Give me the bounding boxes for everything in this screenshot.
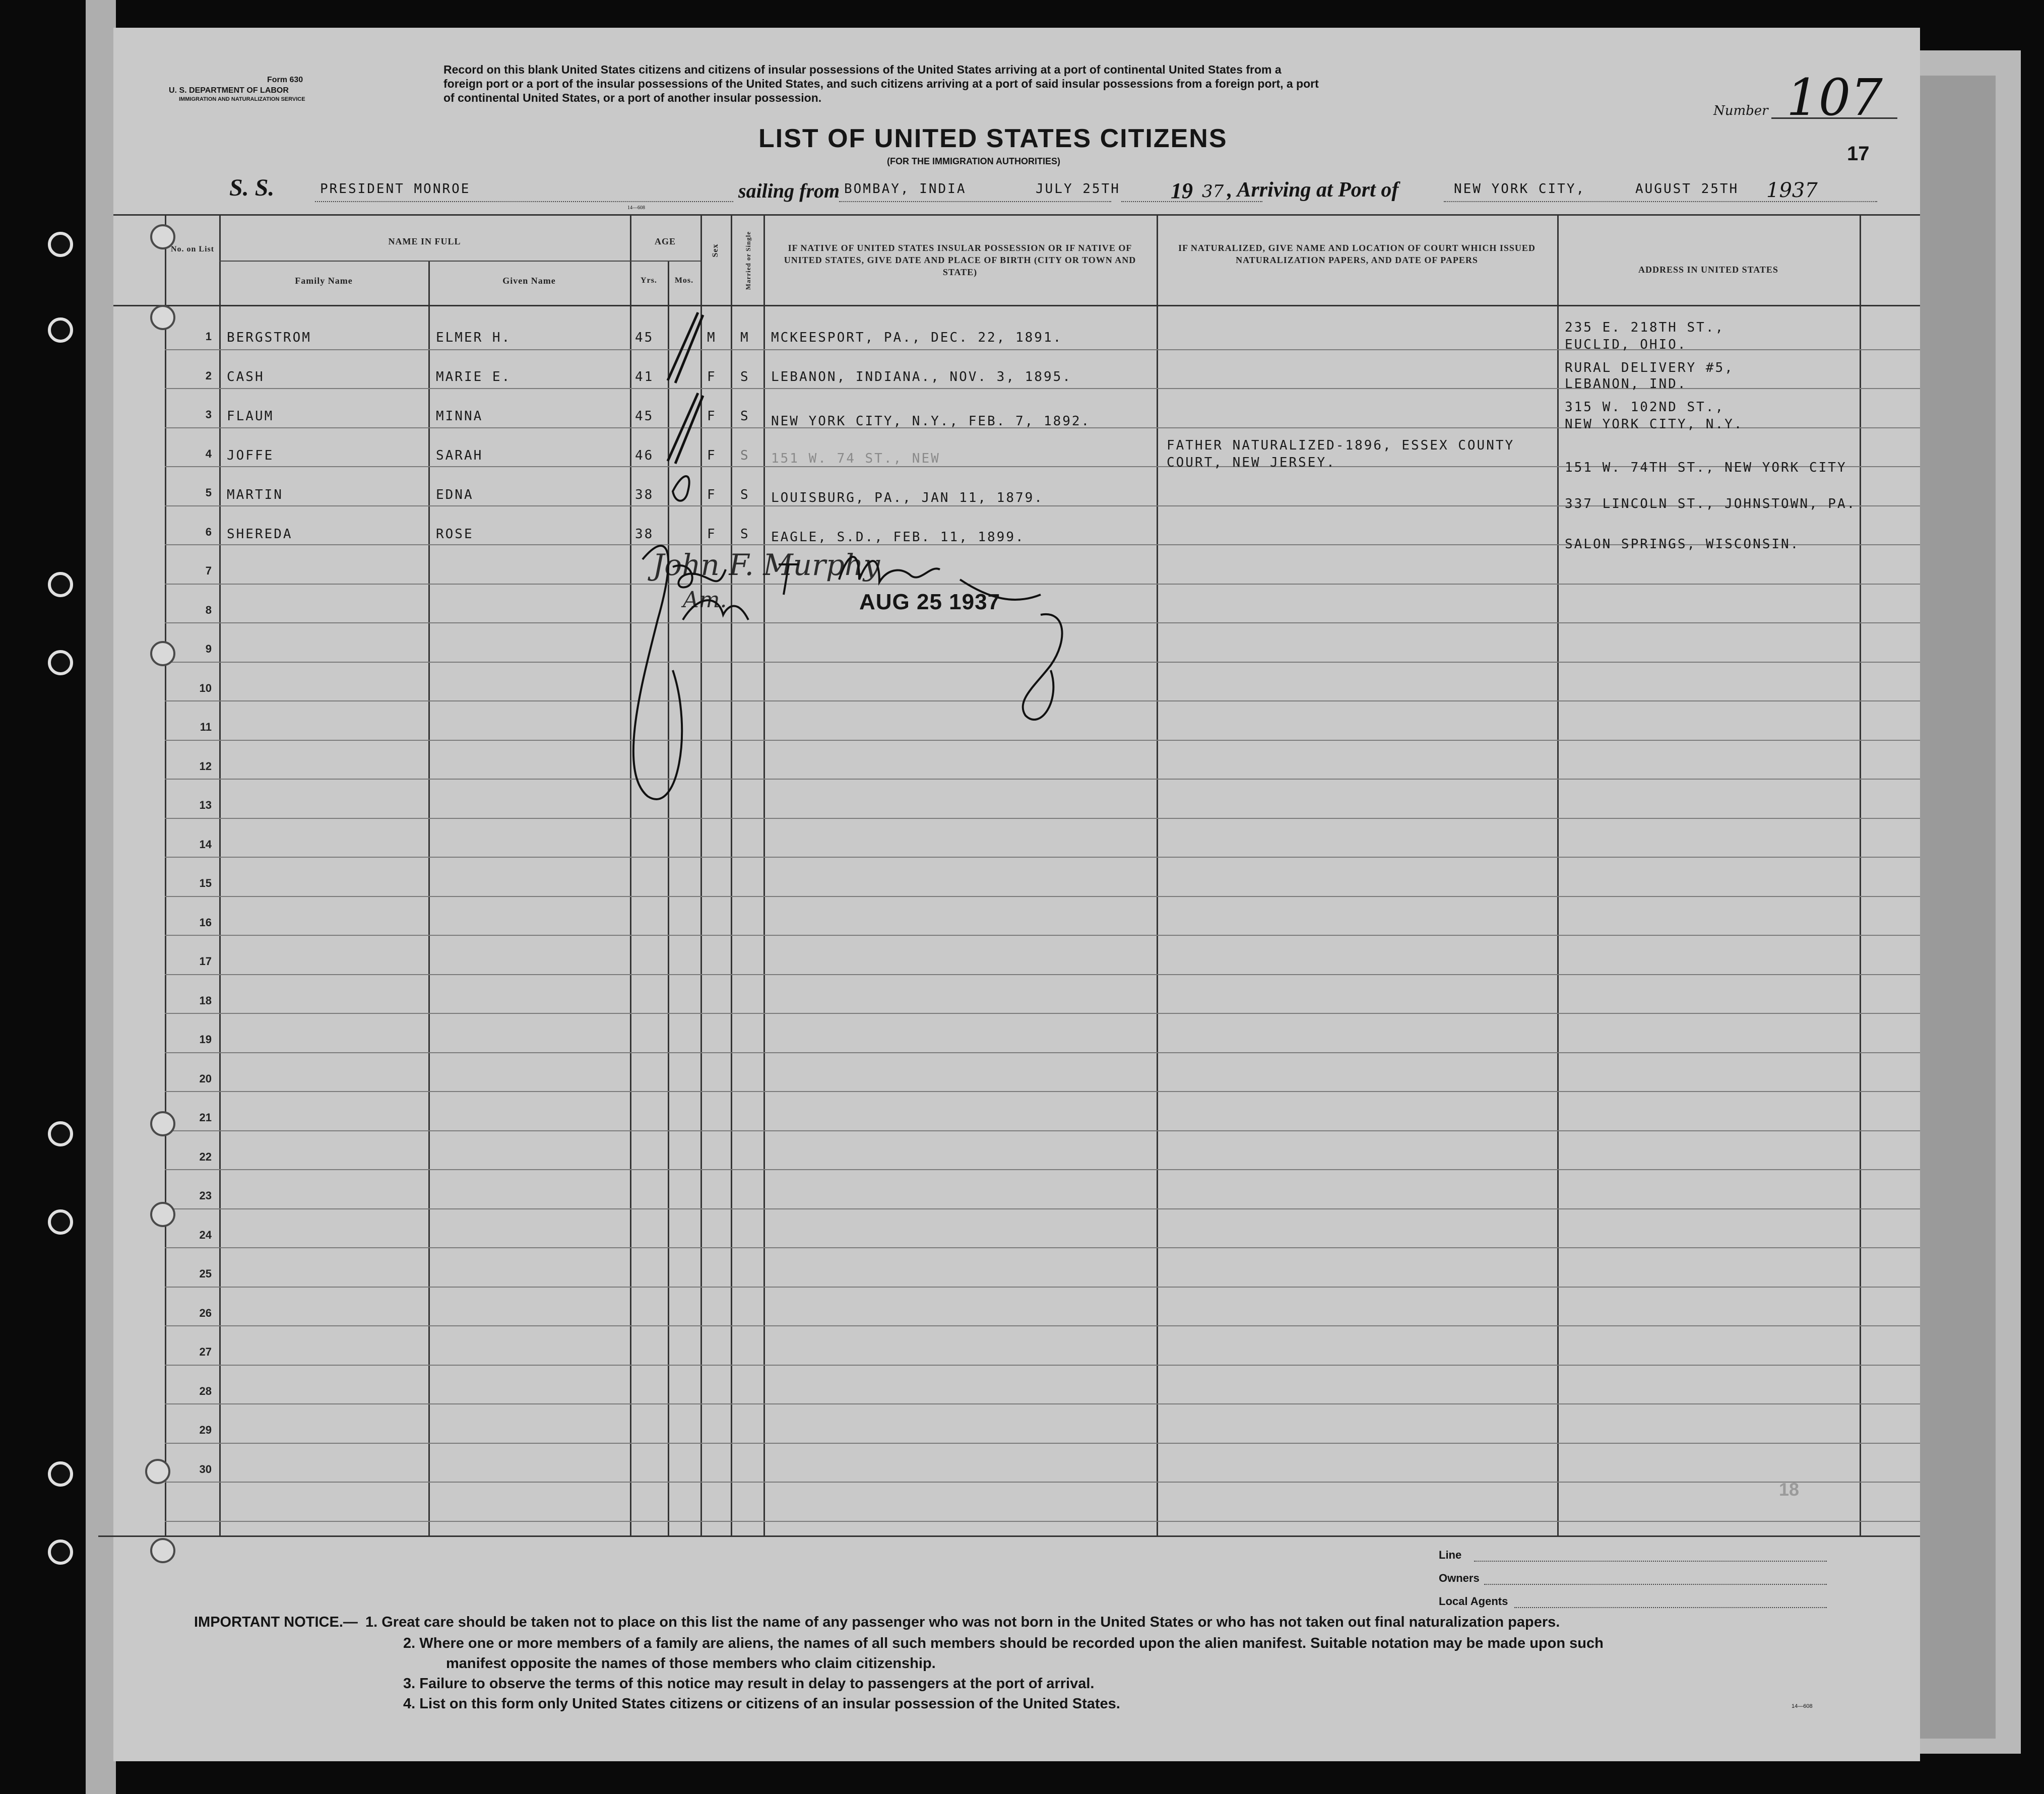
row-rule [165, 1521, 1920, 1522]
age-years: 38 [635, 527, 654, 542]
signature-title: Am. [683, 587, 727, 613]
form-title: LIST OF UNITED STATES CITIZENS [758, 124, 1228, 153]
row-rule [165, 1247, 1920, 1248]
row-number: 26 [199, 1306, 212, 1319]
row-rule [165, 974, 1920, 975]
row-rule [165, 1403, 1920, 1404]
row-number: 9 [205, 643, 212, 655]
address-line-1: 151 W. 74TH ST., NEW YORK CITY [1565, 460, 1847, 475]
service: IMMIGRATION AND NATURALIZATION SERVICE [179, 96, 305, 102]
arriving-label: , Arriving at Port of [1227, 178, 1399, 202]
birth-place-date: EAGLE, S.D., FEB. 11, 1899. [771, 530, 1025, 545]
corner-page-number: 18 [1779, 1479, 1800, 1500]
footer-code: 14—608 [1792, 1703, 1813, 1709]
row-number: 10 [199, 681, 212, 694]
birth-place-date: LOUISBURG, PA., JAN 11, 1879. [771, 490, 1044, 505]
print-code: 14—608 [627, 205, 645, 211]
row-rule [165, 1482, 1920, 1483]
address-line-1: RURAL DELIVERY #5, [1565, 360, 1734, 375]
sex: F [707, 448, 717, 463]
birth-place-date: LEBANON, INDIANA., NOV. 3, 1895. [771, 369, 1072, 385]
departure-port: BOMBAY, INDIA [844, 181, 967, 197]
binder-hole [145, 1459, 170, 1484]
row-number: 15 [199, 877, 212, 889]
given-name: EDNA [436, 487, 474, 502]
family-name: BERGSTROM [227, 330, 311, 345]
binder-hole-shadow [48, 1461, 73, 1487]
col-rule-married [763, 214, 765, 1535]
given-name: MINNA [436, 409, 483, 424]
row-number: 6 [205, 525, 212, 538]
family-name: FLAUM [227, 409, 274, 424]
birth-place-date: NEW YORK CITY, N.Y., FEB. 7, 1892. [771, 414, 1091, 429]
naturalization-line-1: FATHER NATURALIZED-1896, ESSEX COUNTY [1167, 438, 1515, 453]
row-number: 3 [205, 408, 212, 421]
binder-hole-shadow [48, 572, 73, 597]
row-number: 24 [199, 1228, 212, 1241]
notice-item-2b: manifest opposite the names of those members who claim citizenship. [446, 1655, 936, 1672]
row-number: 1 [205, 330, 212, 343]
ditto-marks [663, 310, 713, 522]
row-rule [165, 1130, 1920, 1131]
notice-item-4: 4. List on this form only United States citizens or citizens of an insular possession of the United States. [403, 1696, 1120, 1712]
sex: F [707, 369, 717, 385]
address-line-1: 315 W. 102ND ST., [1565, 400, 1725, 415]
address-line-1: 235 E. 218TH ST., [1565, 320, 1725, 335]
instructions-line-1: Record on this blank United States citizens and citizens of insular possessions of the United States arriving at a port of continental United States from a [443, 63, 1282, 76]
row-number: 12 [199, 759, 212, 773]
departure-date: JULY 25TH [1036, 181, 1120, 197]
header-mos: Mos. [674, 276, 694, 285]
row-number: 11 [200, 721, 212, 733]
age-years: 41 [635, 369, 654, 385]
birth-place-date: MCKEESPORT, PA., DEC. 22, 1891. [771, 330, 1063, 345]
arrival-date-stamp: AUG 25 1937 [859, 590, 1001, 614]
given-name: ROSE [436, 527, 474, 542]
row-number: 14 [199, 838, 212, 851]
col-rule-address [1860, 214, 1861, 1535]
marital-status: S [740, 527, 750, 542]
form-subtitle: (FOR THE IMMIGRATION AUTHORITIES) [887, 156, 1060, 166]
header-yrs: Yrs. [641, 276, 657, 285]
table-bottom-rule [98, 1535, 1920, 1537]
row-number: 23 [199, 1189, 212, 1202]
binder-hole [150, 224, 175, 249]
number-label: Number [1713, 103, 1768, 118]
sex: F [707, 527, 717, 542]
age-years: 45 [635, 409, 654, 424]
given-name: ELMER H. [436, 330, 512, 345]
given-name: SARAH [436, 448, 483, 463]
address-line-2: LEBANON, IND. [1565, 376, 1687, 392]
binder-hole-shadow [48, 1540, 73, 1565]
sailing-from-label: sailing from [738, 179, 840, 202]
col-rule-no [219, 214, 221, 1535]
row-number: 25 [199, 1267, 212, 1280]
row-rule [165, 896, 1920, 897]
departure-port-underline [839, 201, 1111, 202]
notice-item-1: 1. Great care should be taken not to place on this list the name of any passenger who was not born in the United States or who has not taken out final naturalization papers. [365, 1614, 1560, 1630]
binder-hole-shadow [48, 650, 73, 675]
marital-status: S [740, 369, 750, 385]
binder-strip [86, 0, 116, 1794]
row-number: 30 [199, 1462, 212, 1476]
binder-hole [150, 305, 175, 330]
row-number: 22 [199, 1150, 212, 1163]
instructions-line-2: foreign port or a port of the insular possessions of the United States, and such citizens arriving at a port of said insular possessions from a foreign port, a port [443, 77, 1319, 90]
sex: F [707, 409, 717, 424]
row-number: 4 [205, 447, 212, 460]
ship-name: PRESIDENT MONROE [320, 181, 471, 197]
row-number: 13 [199, 799, 212, 811]
family-name: JOFFE [227, 448, 274, 463]
row-number: 27 [199, 1346, 212, 1358]
binder-hole-shadow [48, 232, 73, 257]
department: U. S. DEPARTMENT OF LABOR [169, 86, 289, 95]
col-rule-no-left [165, 214, 166, 1535]
binder-hole-shadow [48, 1209, 73, 1235]
table-top-rule [113, 214, 1920, 216]
header-married: Married or Single [744, 231, 752, 290]
header-age: AGE [654, 236, 676, 246]
page-number: 17 [1847, 143, 1870, 165]
owners-underline [1484, 1584, 1827, 1585]
age-subheader-rule [630, 261, 700, 262]
binder-hole [150, 1202, 175, 1227]
marital-status: S [740, 487, 750, 502]
form-number: Form 630 [267, 76, 303, 84]
marital-status: S [740, 409, 750, 424]
age-years: 45 [635, 330, 654, 345]
year-prefix: 19 [1171, 178, 1193, 203]
row-number: 21 [199, 1111, 212, 1124]
row-number: 29 [199, 1424, 212, 1436]
line-label: Line [1439, 1549, 1462, 1561]
notice-label: IMPORTANT NOTICE.— [194, 1614, 358, 1630]
row-rule [165, 1287, 1920, 1288]
list-number: 107 [1786, 68, 1883, 127]
manifest-page [113, 28, 1920, 1761]
binder-hole-shadow [48, 317, 73, 343]
arrival-year: 1937 [1766, 179, 1818, 202]
given-name: MARIE E. [436, 369, 512, 385]
col-rule-given [630, 214, 631, 1535]
row-number: 17 [199, 955, 212, 968]
row-rule [165, 1365, 1920, 1366]
row-rule [165, 818, 1920, 819]
row-number: 16 [199, 916, 212, 929]
family-name: SHEREDA [227, 527, 293, 542]
address-line-2: NEW YORK CITY, N.Y. [1565, 417, 1744, 432]
name-subheader-rule [219, 261, 630, 262]
family-name: CASH [227, 369, 265, 385]
row-rule [165, 1052, 1920, 1053]
binder-hole [150, 1111, 175, 1136]
birth-place-date: 151 W. 74 ST., NEW [771, 451, 940, 466]
address-line-2: EUCLID, OHIO. [1565, 337, 1687, 352]
header-name-in-full: NAME IN FULL [388, 236, 461, 246]
binder-hole [150, 641, 175, 666]
header-given-name: Given Name [502, 276, 556, 286]
signature-name: John F. Murphy [653, 548, 880, 582]
departure-year: 37 [1202, 181, 1224, 202]
marital-status: M [740, 330, 750, 345]
row-rule [165, 935, 1920, 936]
line-underline [1474, 1561, 1827, 1562]
row-rule [165, 1169, 1920, 1170]
row-number: 19 [199, 1033, 212, 1046]
col-rule-family [428, 261, 430, 1535]
row-rule [165, 1443, 1920, 1444]
notice-item-2a: 2. Where one or more members of a family are aliens, the names of all such members should be recorded upon the alien manifest. Suitable notation may be made upon such [403, 1635, 1604, 1651]
next-sheet-edge-shadow [1915, 76, 1996, 1739]
header-birth: IF NATIVE OF UNITED STATES INSULAR POSSESSION OR IF NATIVE OF UNITED STATES, GIVE DATE AND PLACE OF BIRTH (CITY OR TOWN AND STATE) [784, 243, 1136, 277]
local-agents-underline [1514, 1607, 1827, 1608]
family-name: MARTIN [227, 487, 283, 502]
binder-hole-shadow [48, 1121, 73, 1146]
row-number: 2 [205, 369, 212, 382]
col-rule-naturalized [1557, 214, 1559, 1535]
instructions-line-3: of continental United States, or a port of another insular possession. [443, 91, 822, 104]
row-number: 28 [199, 1384, 212, 1397]
ship-underline [315, 201, 733, 202]
ss-label: S. S. [229, 174, 275, 201]
row-rule [165, 1091, 1920, 1092]
row-number: 5 [205, 486, 212, 499]
local-agents-label: Local Agents [1439, 1595, 1508, 1608]
binder-hole [150, 1538, 175, 1563]
marital-status: S [740, 448, 750, 463]
row-rule [165, 1325, 1920, 1326]
header-sex: Sex [711, 243, 720, 258]
header-family-name: Family Name [295, 276, 353, 286]
row-rule [165, 1208, 1920, 1209]
notice-item-3: 3. Failure to observe the terms of this notice may result in delay to passengers at the port of arrival. [403, 1676, 1095, 1692]
owners-label: Owners [1439, 1572, 1480, 1584]
arrival-port: NEW YORK CITY, [1454, 181, 1586, 197]
sex: M [707, 330, 717, 345]
col-rule-birth [1157, 214, 1158, 1535]
address-line-1: SALON SPRINGS, WISCONSIN. [1565, 537, 1800, 552]
row-number: 7 [205, 564, 212, 577]
row-number: 8 [205, 603, 212, 616]
row-rule [165, 857, 1920, 858]
header-naturalized: IF NATURALIZED, GIVE NAME AND LOCATION OF COURT WHICH ISSUED NATURALIZATION PAPERS, AND DATE OF PAPERS [1178, 243, 1536, 265]
header-bottom-rule [113, 305, 1920, 306]
age-years: 46 [635, 448, 654, 463]
row-number: 20 [199, 1072, 212, 1085]
header-address: ADDRESS IN UNITED STATES [1638, 265, 1778, 275]
header-no: No. on List [170, 245, 215, 253]
row-rule [165, 1013, 1920, 1014]
arrival-date: AUGUST 25TH [1635, 181, 1739, 197]
col-rule-sex [731, 214, 732, 1535]
address-line-1: 337 LINCOLN ST., JOHNSTOWN, PA. [1565, 496, 1857, 511]
age-years: 38 [635, 487, 654, 502]
sex: F [707, 487, 717, 502]
row-number: 18 [199, 994, 212, 1007]
naturalization-line-2: COURT, NEW JERSEY. [1167, 455, 1336, 470]
